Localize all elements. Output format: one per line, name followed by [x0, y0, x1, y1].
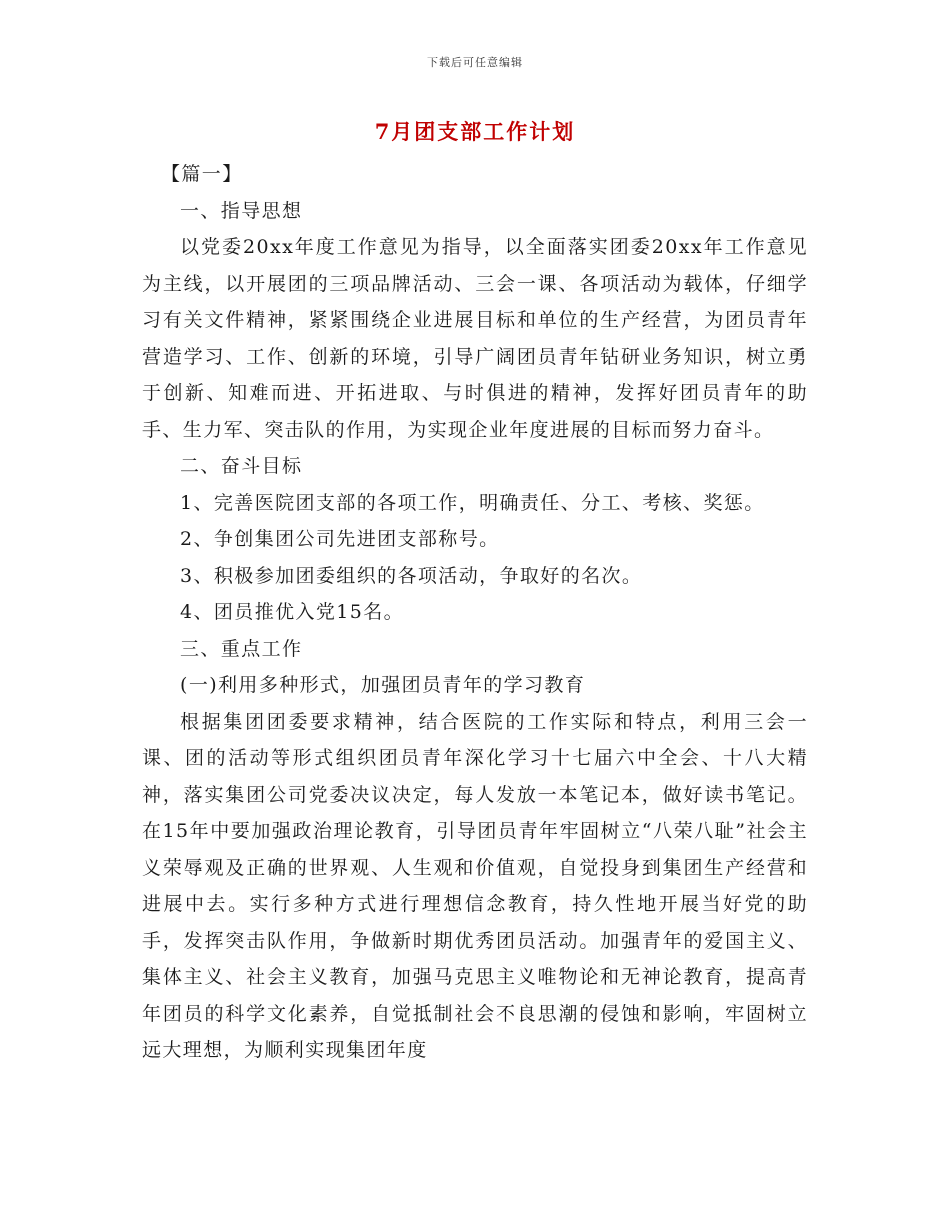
- section-tag: 【篇一】: [161, 163, 243, 185]
- subheading-study-education: (一)利用多种形式，加强团员青年的学习教育: [180, 674, 586, 696]
- document-body: [142, 156, 808, 1069]
- heading-guiding-ideology: 一、指导思想: [180, 199, 303, 222]
- goal-item-2: 2、争创集团公司先进团支部称号。: [180, 528, 500, 550]
- document-title: 7月团支部工作计划: [374, 119, 576, 144]
- paragraph-guiding-ideology: 以党委20xx年度工作意见为指导，以全面落实团委20xx年工作意见为主线，以开展团的三项品牌活动、三会一课、各项活动为载体，仔细学习有关文件精神，紧紧围绕企业进展目标和单位的生产经营，为团员青年营造学习、工作、创新的环境，引导广阔团员青年钻研业务知识，树立勇于创新、知难而进、开拓进取、与时俱进的精神，发挥好团员青年的助手、生力军、突击队的作用，为实现企业年度进展的目标而努力奋斗。: [142, 236, 808, 441]
- heading-key-work: 三、重点工作: [180, 637, 303, 660]
- page-header-note: 下载后可任意编辑: [427, 56, 523, 69]
- paragraph-study-education: 根据集团团委要求精神，结合医院的工作实际和特点，利用三会一课、团的活动等形式组织团员青年深化学习十七届六中全会、十八大精神，落实集团公司党委决议决定，每人发放一本笔记本，做好读书笔记。在15年中要加强政治理论教育，引导团员青年牢固树立“八荣八耻”社会主义荣辱观及正确的世界观、人生观和价值观，自觉投身到集团生产经营和进展中去。实行多种方式进行理想信念教育，持久性地开展当好党的助手，发挥突击队作用，争做新时期优秀团员活动。加强青年的爱国主义、集体主义、社会主义教育，加强马克思主义唯物论和无神论教育，提高青年团员的科学文化素养，自觉抵制社会不良思潮的侵蚀和影响，牢固树立远大理想，为顺利实现集团年度: [142, 710, 808, 1061]
- goal-item-4: 4、团员推优入党15名。: [180, 601, 405, 623]
- goal-item-1: 1、完善医院团支部的各项工作，明确责任、分工、考核、奖惩。: [180, 491, 765, 514]
- heading-goals: 二、奋斗目标: [180, 455, 303, 477]
- goal-item-3: 3、积极参加团委组织的各项活动，争取好的名次。: [180, 564, 643, 587]
